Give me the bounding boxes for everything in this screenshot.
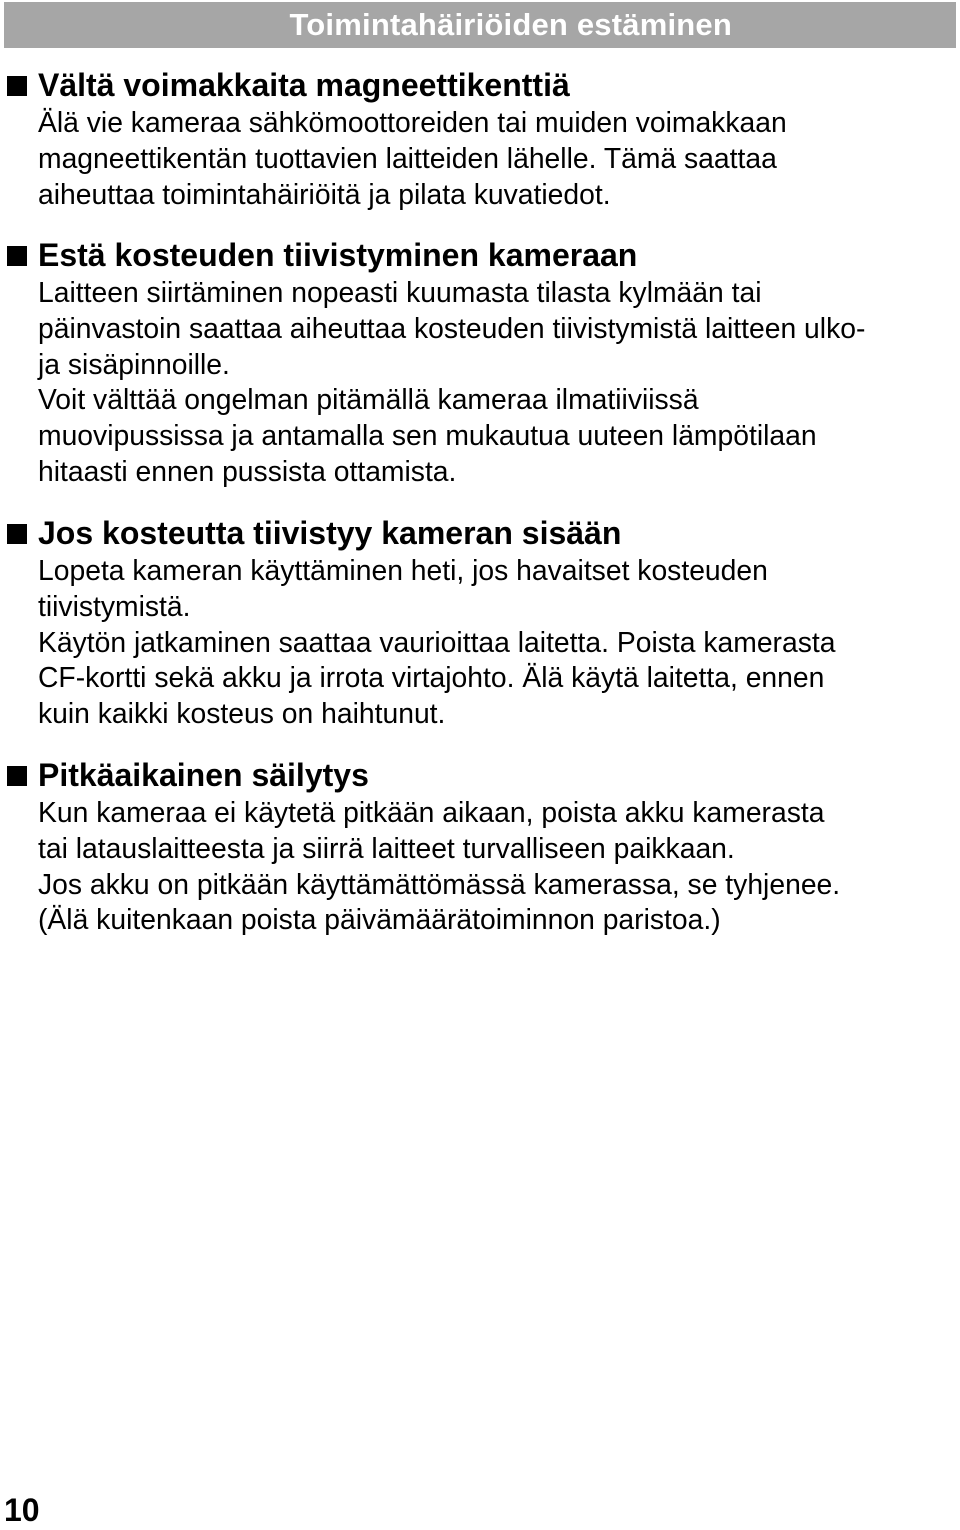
paragraph [0, 275, 960, 382]
section-magnetic-fields [0, 65, 960, 212]
section-heading [0, 755, 960, 795]
text-line: Voit välttää ongelman pitämällä kameraa ilmatiiviissä [38, 383, 699, 416]
text-line: Laitteen siirtäminen nopeasti kuumasta tilasta kylmään tai [38, 276, 762, 308]
paragraph [0, 795, 960, 867]
paragraph [0, 105, 960, 212]
text-line: päinvastoin saattaa aiheuttaa kosteuden tiivistymistä laitteen ulko- [38, 311, 866, 344]
paragraph [0, 382, 960, 489]
text-line: muovipussissa ja antamalla sen mukautua uuteen lämpötilaan [38, 419, 817, 452]
heading-text: Jos kosteutta tiivistyy kameran sisään [38, 515, 622, 551]
heading-text: Estä kosteuden tiivistyminen kameraan [38, 237, 638, 273]
square-bullet-icon [7, 246, 27, 266]
text-line: ja sisäpinnoille. [38, 347, 230, 380]
heading-text: Pitkäaikainen säilytys [38, 757, 369, 793]
paragraph [0, 625, 960, 732]
paragraph [0, 553, 960, 625]
section-condensation [0, 235, 960, 490]
text-line: Lopeta kameran käyttäminen heti, jos havaitset kosteuden [38, 554, 768, 586]
text-line: hitaasti ennen pussista ottamista. [38, 454, 457, 487]
text-line: tiivistymistä. [38, 589, 191, 622]
text-line: (Älä kuitenkaan poista päivämäärätoiminnon paristoa.) [38, 903, 721, 936]
paragraph [0, 867, 960, 939]
heading-text: Vältä voimakkaita magneettikenttiä [38, 67, 570, 103]
text-line: aiheuttaa toimintahäiriöitä ja pilata kuvatiedot. [38, 177, 611, 210]
page-title: Toimintahäiriöiden estäminen [289, 7, 732, 42]
square-bullet-icon [7, 76, 27, 96]
section-long-term-storage [0, 755, 960, 938]
section-heading [0, 235, 960, 275]
text-line: kuin kaikki kosteus on haihtunut. [38, 697, 446, 730]
text-line: Kun kameraa ei käytetä pitkään aikaan, poista akku kamerasta [38, 796, 825, 828]
text-line: tai latauslaitteesta ja siirrä laitteet turvalliseen paikkaan. [38, 831, 735, 864]
section-header-bar [4, 2, 956, 48]
section-heading [0, 65, 960, 105]
text-line: Älä vie kameraa sähkömoottoreiden tai muiden voimakkaan [38, 106, 787, 138]
page-number: 10 [4, 1492, 40, 1528]
section-heading [0, 513, 960, 553]
section-moisture-inside [0, 513, 960, 732]
square-bullet-icon [7, 766, 27, 786]
text-line: magneettikentän tuottavien laitteiden lähelle. Tämä saattaa [38, 141, 777, 174]
text-line: Käytön jatkaminen saattaa vaurioittaa laitetta. Poista kamerasta [38, 625, 836, 658]
square-bullet-icon [7, 524, 27, 544]
text-line: CF-kortti sekä akku ja irrota virtajohto. Älä käytä laitetta, ennen [38, 661, 825, 694]
text-line: Jos akku on pitkään käyttämättömässä kamerassa, se tyhjenee. [38, 867, 841, 900]
